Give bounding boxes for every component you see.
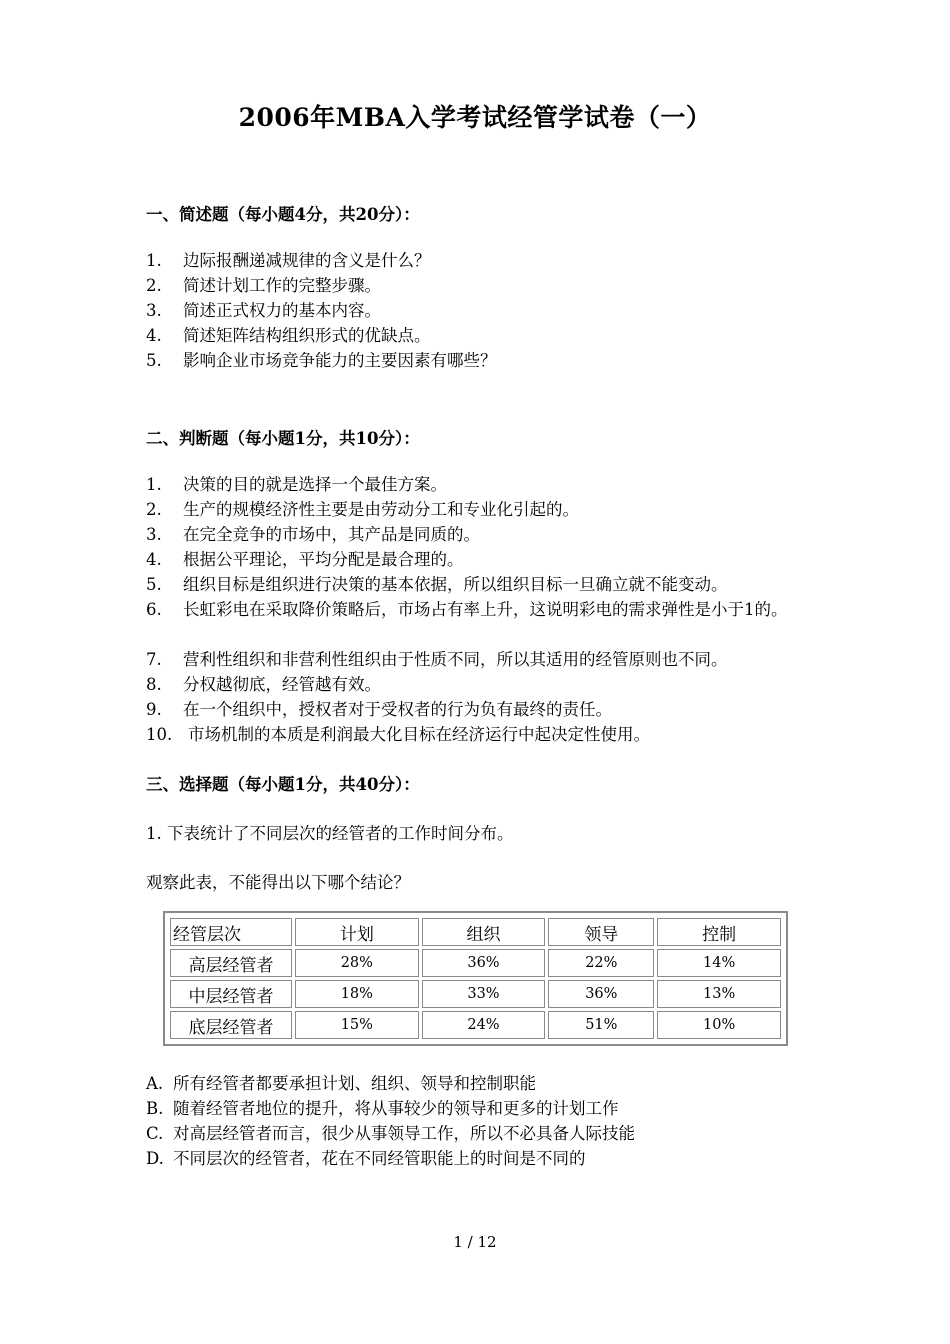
item-text: 市场机制的本质是利润最大化目标在经济运行中起决定性使用。 (188, 725, 650, 744)
question-prompt: 观察此表，不能得出以下哪个结论？ (146, 873, 410, 892)
table-header-row (170, 918, 781, 946)
item-number: 5. (146, 351, 162, 370)
table-cell: 28% (295, 949, 419, 977)
list-item (146, 298, 381, 323)
table-cell: 36% (548, 980, 654, 1008)
item-text: 边际报酬递减规律的含义是什么？ (183, 251, 431, 270)
option-text: 随着经管者地位的提升，将从事较少的领导和更多的计划工作 (173, 1099, 619, 1118)
answer-option-d (146, 1145, 586, 1169)
item-number: 2. (146, 276, 162, 295)
list-item (146, 522, 480, 547)
item-number: 3. (146, 301, 162, 320)
option-letter: B. (146, 1099, 164, 1118)
item-text: 组织目标是组织进行决策的基本依据，所以组织目标一旦确立就不能变动。 (183, 575, 728, 594)
list-item (146, 722, 650, 747)
list-item (146, 572, 728, 597)
table-cell: 36% (422, 949, 546, 977)
list-item (146, 672, 381, 697)
list-item (146, 697, 612, 722)
list-item (146, 273, 381, 298)
item-number: 9. (146, 700, 162, 719)
item-number: 4. (146, 550, 162, 569)
list-item (146, 323, 431, 348)
page-title: 2006年MBA入学考试经管学试卷（一） (238, 103, 712, 132)
item-number: 10. (146, 725, 173, 744)
list-item (146, 472, 447, 497)
item-text: 根据公平理论，平均分配是最合理的。 (183, 550, 464, 569)
list-item (146, 348, 497, 373)
option-letter: A. (146, 1074, 164, 1093)
table-header-cell: 领导 (548, 918, 654, 946)
table-cell: 33% (422, 980, 546, 1008)
data-table (167, 915, 784, 1042)
item-number: 7. (146, 650, 162, 669)
item-number: 4. (146, 326, 162, 345)
table-cell: 24% (422, 1011, 546, 1039)
item-text: 简述计划工作的完整步骤。 (183, 276, 381, 295)
option-text: 不同层次的经管者，花在不同经管职能上的时间是不同的 (173, 1149, 586, 1168)
table-cell: 18% (295, 980, 419, 1008)
table-row (170, 1011, 781, 1039)
table-cell: 10% (657, 1011, 781, 1039)
option-text: 所有经管者都要承担计划、组织、领导和控制职能 (173, 1074, 536, 1093)
table-cell: 中层经管者 (170, 980, 292, 1008)
page-number: 1 / 12 (453, 1233, 497, 1251)
section-heading-true-false: 二、判断题（每小题1分，共10分）： (146, 429, 420, 448)
item-text: 分权越彻底，经管越有效。 (183, 675, 381, 694)
option-letter: C. (146, 1124, 164, 1143)
table-cell: 22% (548, 949, 654, 977)
list-item (146, 248, 431, 273)
item-number: 2. (146, 500, 162, 519)
option-letter: D. (146, 1149, 164, 1168)
item-text: 影响企业市场竞争能力的主要因素有哪些？ (183, 351, 497, 370)
table-header-cell: 经管层次 (170, 918, 292, 946)
section-heading-multiple-choice: 三、选择题（每小题1分，共40分）： (146, 775, 420, 794)
item-text: 营利性组织和非营利性组织由于性质不同，所以其适用的经管原则也不同。 (183, 650, 728, 669)
item-number: 3. (146, 525, 162, 544)
item-number: 5. (146, 575, 162, 594)
item-text: 在一个组织中，授权者对于受权者的行为负有最终的责任。 (183, 700, 612, 719)
table-header-cell: 计划 (295, 918, 419, 946)
list-item (146, 497, 579, 522)
option-text: 对高层经管者而言，很少从事领导工作，所以不必具备人际技能 (173, 1124, 635, 1143)
item-text: 生产的规模经济性主要是由劳动分工和专业化引起的。 (183, 500, 579, 519)
table-cell: 底层经管者 (170, 1011, 292, 1039)
list-item (146, 597, 810, 622)
table-header-cell: 控制 (657, 918, 781, 946)
answer-option-a (146, 1070, 536, 1094)
item-number: 8. (146, 675, 162, 694)
item-text: 长虹彩电在采取降价策略后，市场占有率上升，这说明彩电的需求弹性是小于1的。 (183, 600, 788, 619)
time-distribution-table (163, 911, 788, 1046)
item-number: 1. (146, 251, 162, 270)
table-cell: 高层经管者 (170, 949, 292, 977)
list-item (146, 547, 464, 572)
table-header-cell: 组织 (422, 918, 546, 946)
table-row (170, 949, 781, 977)
item-text: 简述正式权力的基本内容。 (183, 301, 381, 320)
table-cell: 15% (295, 1011, 419, 1039)
answer-option-b (146, 1095, 619, 1119)
item-text: 决策的目的就是选择一个最佳方案。 (183, 475, 447, 494)
item-text: 在完全竞争的市场中，其产品是同质的。 (183, 525, 480, 544)
list-item (146, 647, 728, 672)
item-number: 1. (146, 475, 162, 494)
item-text: 简述矩阵结构组织形式的优缺点。 (183, 326, 431, 345)
table-row (170, 980, 781, 1008)
table-cell: 51% (548, 1011, 654, 1039)
item-number: 6. (146, 600, 162, 619)
table-cell: 13% (657, 980, 781, 1008)
question-text: 1. 下表统计了不同层次的经管者的工作时间分布。 (146, 824, 514, 843)
answer-option-c (146, 1120, 635, 1144)
section-heading-short-answer: 一、简述题（每小题4分，共20分）： (146, 205, 420, 224)
table-cell: 14% (657, 949, 781, 977)
